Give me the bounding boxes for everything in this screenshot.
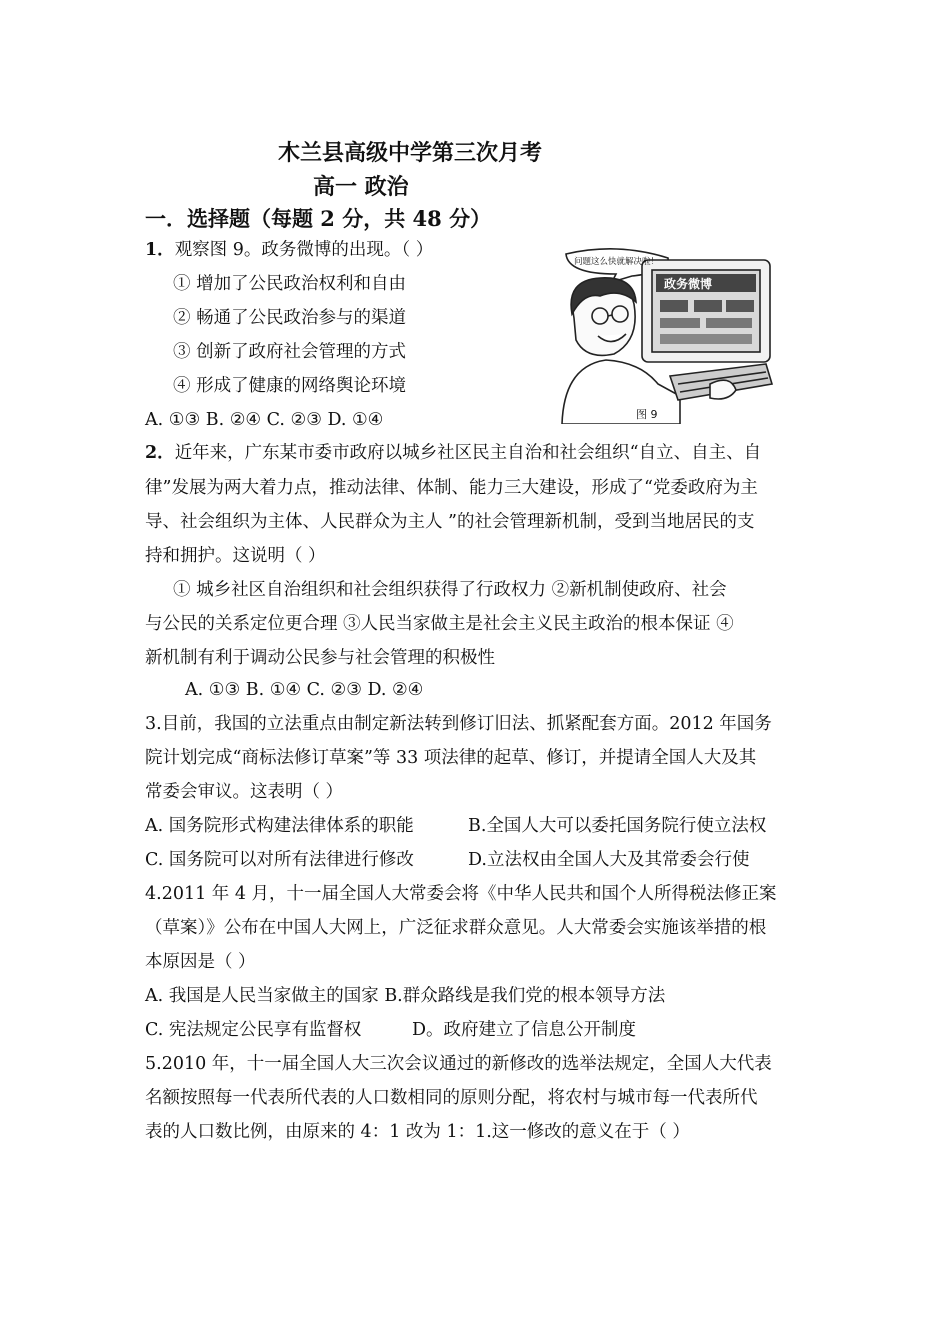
figure-caption: 图 9 [636, 408, 658, 421]
q4-option-c: C. 宪法规定公民享有监督权 [145, 1020, 362, 1040]
q4-option-d: D。政府建立了信息公开制度 [412, 1020, 637, 1040]
q3-line-1: 3.目前，我国的立法重点由制定新法转到修订旧法、抓紧配套方面。2012 年国务 [145, 714, 772, 734]
q2-line-1 [145, 441, 761, 465]
q2-line-6: 与公民的关系定位更合理 ③人民当家做主是社会主义民主政治的根本保证 ④ [145, 614, 734, 634]
q4-line-1: 4.2011 年 4 月，十一届全国人大常委会将《中华人民共和国个人所得税法修正案 [145, 884, 777, 904]
section-heading: 一．选择题（每题 2 分，共 48 分） [145, 206, 492, 231]
q3-option-a: A. 国务院形式构建法律体系的职能 [145, 816, 414, 836]
q5-line-3: 表的人口数比例，由原来的 4：1 改为 1：1.这一修改的意义在于（ ） [145, 1122, 690, 1142]
q1-number: 1． [145, 240, 175, 260]
cartoon-illustration [560, 244, 778, 424]
exam-title: 木兰县高级中学第三次月考 [278, 140, 543, 166]
q1-option-4: ④ 形成了健康的网络舆论环境 [173, 376, 407, 396]
q3-option-d: D.立法权由全国人大及其常委会行使 [468, 850, 750, 870]
q4-option-ab: A. 我国是人民当家做主的国家 B.群众路线是我们党的根本领导方法 [145, 986, 666, 1006]
q3-line-2: 院计划完成“商标法修订草案”等 33 项法律的起草、修订，并提请全国人大及其 [145, 748, 757, 768]
q2-line-3: 导、社会组织为主体、人民群众为主人 ”的社会管理新机制，受到当地居民的支 [145, 512, 755, 532]
q1-option-2: ② 畅通了公民政治参与的渠道 [173, 308, 407, 328]
q2-choices: A. ①③ B. ①④ C. ②③ D. ②④ [185, 680, 424, 700]
q1-stem-text: 观察图 9。政务微博的出现。（ ） [174, 240, 434, 260]
exam-subtitle: 高一 政治 [313, 174, 409, 200]
q5-line-2: 名额按照每一代表所代表的人口数相同的原则分配，将农村与城市每一代表所代 [145, 1088, 758, 1108]
q2-line-1-text: 近年来，广东某市委市政府以城乡社区民主自治和社会组织“自立、自主、自 [174, 443, 762, 463]
q2-line-7: 新机制有利于调动公民参与社会管理的积极性 [145, 648, 495, 668]
q3-option-c: C. 国务院可以对所有法律进行修改 [145, 850, 414, 870]
q2-number: 2． [145, 443, 175, 463]
q2-line-2: 律”发展为两大着力点，推动法律、体制、能力三大建设，形成了“党委政府为主 [145, 478, 758, 498]
q4-line-3: 本原因是（ ） [145, 952, 256, 972]
q5-line-1: 5.2010 年，十一届全国人大三次会议通过的新修改的选举法规定，全国人大代表 [145, 1054, 772, 1074]
screen-title: 政务微博 [664, 277, 713, 291]
q2-line-5: ① 城乡社区自治组织和社会组织获得了行政权力 ②新机制使政府、社会 [173, 580, 727, 600]
q3-line-3: 常委会审议。这表明（ ） [145, 782, 344, 802]
q1-option-1: ① 增加了公民政治权利和自由 [173, 274, 407, 294]
q2-line-4: 持和拥护。这说明（ ） [145, 546, 326, 566]
q4-line-2: （草案）》公布在中国人大网上，广泛征求群众意见。人大常委会实施该举措的根 [145, 918, 767, 938]
speech-bubble-text: 问题这么快就解决啦！ [574, 257, 660, 267]
person-body [562, 360, 680, 424]
q1-choices: A. ①③ B. ②④ C. ②③ D. ①④ [145, 410, 384, 430]
q1-option-3: ③ 创新了政府社会管理的方式 [173, 342, 407, 362]
q1-stem [145, 238, 433, 262]
q3-option-b: B.全国人大可以委托国务院行使立法权 [468, 816, 767, 836]
